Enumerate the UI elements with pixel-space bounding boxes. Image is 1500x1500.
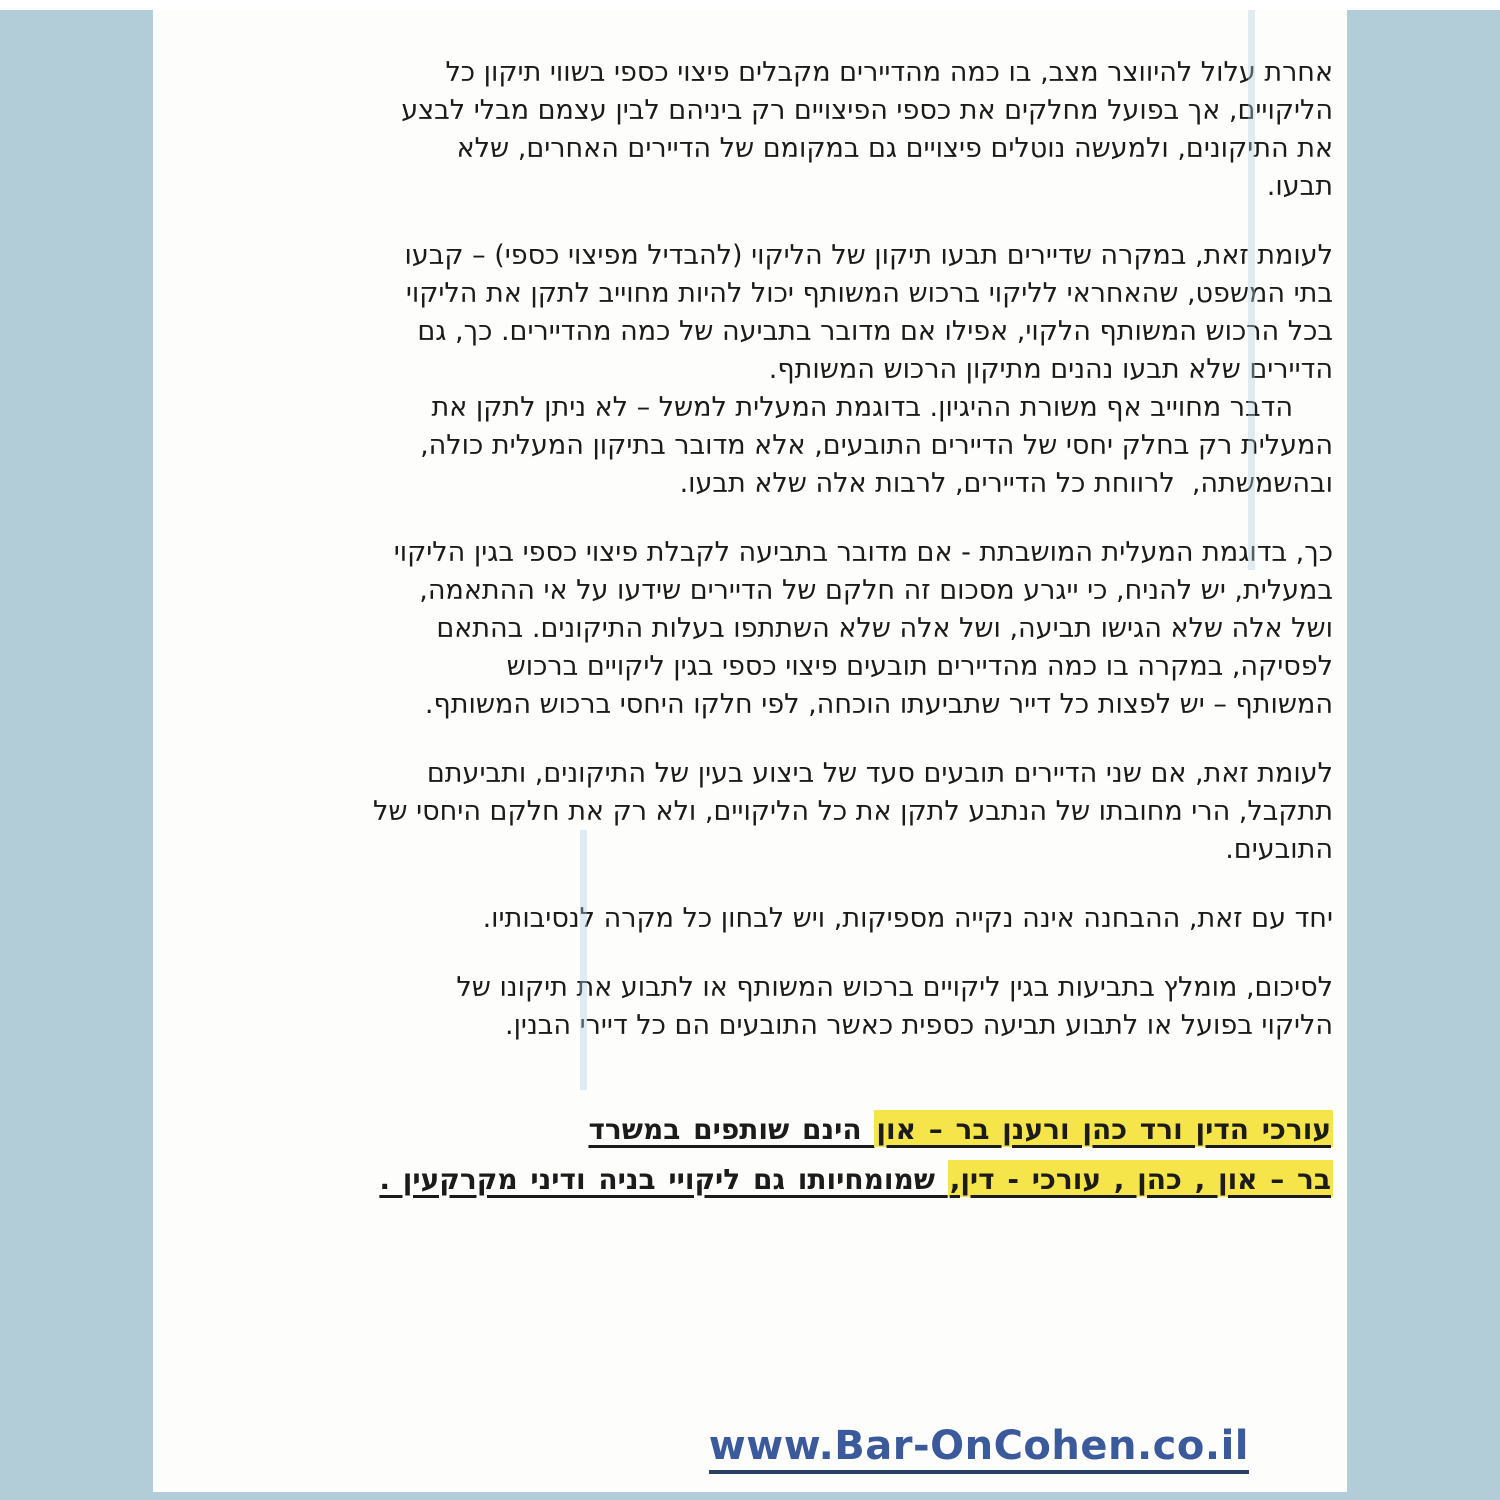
paragraph	[193, 534, 1333, 724]
highlighted-text: בר – און , כהן , עורכי - דין,	[948, 1160, 1333, 1197]
text-line: המעלית רק בחלק יחסי של הדיירים התובעים, אלא מדובר בתיקון המעלית כולה,	[420, 430, 1333, 461]
text-line: יחד עם זאת, ההבחנה אינה נקייה מספיקות, ויש לבחון כל מקרה לנסיבותיו.	[482, 903, 1333, 934]
text-line: הדבר מחוייב אף משורת ההיגיון. בדוגמת המעלית למשל – לא ניתן לתקן את	[431, 392, 1293, 423]
text-line: המשותף – יש לפצות כל דייר שתביעתו הוכחה, לפי חלקו היחסי ברכוש המשותף.	[424, 689, 1333, 720]
text-line: תבעו.	[1266, 171, 1333, 202]
text-line: ושל אלה שלא הגישו תביעה, ושל אלה שלא השתתפו בעלות התיקונים. בהתאם	[436, 613, 1333, 644]
text-line: הליקויים, אך בפועל מחלקים את כספי הפיצויים רק ביניהם לבין עצמם מבלי לבצע	[401, 95, 1333, 126]
text-line: במעלית, יש להניח, כי ייגרע מסכום זה חלקם של הדיירים שידעו על אי ההתאמה,	[419, 575, 1333, 606]
text-line: הדיירים שלא תבעו נהנים מתיקון הרכוש המשותף.	[768, 354, 1333, 385]
notice-text: הינם שותפים במשרד	[588, 1113, 875, 1146]
website-link[interactable]: www.Bar-OnCohen.co.il	[709, 1423, 1249, 1474]
text-line: בכל הרכוש המשותף הלקוי, אפילו אם מדובר בתביעה של כמה מהדיירים. כך, גם	[417, 316, 1333, 347]
text-line: התובעים.	[1225, 834, 1333, 865]
law-firm-notice	[193, 1105, 1333, 1205]
document-body	[153, 10, 1347, 1474]
text-line: הליקוי בפועל או לתבוע תביעה כספית כאשר התובעים הם כל דיירי הבנין.	[504, 1010, 1333, 1041]
text-line: לסיכום, מומלץ בתביעות בגין ליקויים ברכוש המשותף או לתבוע את תיקונו של	[456, 972, 1333, 1003]
paragraph	[193, 54, 1333, 206]
paragraph	[193, 755, 1333, 869]
text-line: לעומת זאת, במקרה שדיירים תבעו תיקון של הליקוי (להבדיל מפיצוי כספי) – קבעו	[404, 240, 1333, 271]
document-page	[153, 10, 1347, 1492]
text-line: לעומת זאת, אם שני הדיירים תובעים סעד של ביצוע בעין של התיקונים, ותביעתם	[426, 758, 1333, 789]
footer	[193, 1423, 1333, 1474]
highlighted-text: עורכי הדין ורד כהן ורענן בר – און	[874, 1110, 1333, 1147]
text-line: כך, בדוגמת המעלית המושבתת - אם מדובר בתביעה לקבלת פיצוי כספי בגין הליקוי	[393, 537, 1333, 568]
text-line: אחרת עלול להיווצר מצב, בו כמה מהדיירים מקבלים פיצוי כספי בשווי תיקון כל	[445, 57, 1333, 88]
text-line: את התיקונים, ולמעשה נוטלים פיצויים גם במקומם של הדיירים האחרים, שלא	[456, 133, 1333, 164]
notice-line	[193, 1155, 1333, 1205]
paragraph	[193, 969, 1333, 1045]
notice-line	[193, 1105, 1333, 1155]
text-line: ובהשמשתה, לרווחת כל הדיירים, לרבות אלה שלא תבעו.	[679, 468, 1333, 499]
paragraph	[193, 237, 1333, 503]
text-line: בתי המשפט, שהאחראי לליקוי ברכוש המשותף יכול להיות מחוייב לתקן את הליקוי	[405, 278, 1333, 309]
text-line: תתקבל, הרי מחובתו של הנתבע לתקן את כל הליקויים, ולא רק את חלקם היחסי של	[373, 796, 1333, 827]
text-line: לפסיקה, במקרה בו כמה מהדיירים תובעים פיצוי כספי בגין ליקויים ברכוש	[506, 651, 1333, 682]
notice-text: שמומחיותו גם ליקויי בניה ודיני מקרקעין .	[379, 1163, 948, 1196]
paragraph	[193, 900, 1333, 938]
